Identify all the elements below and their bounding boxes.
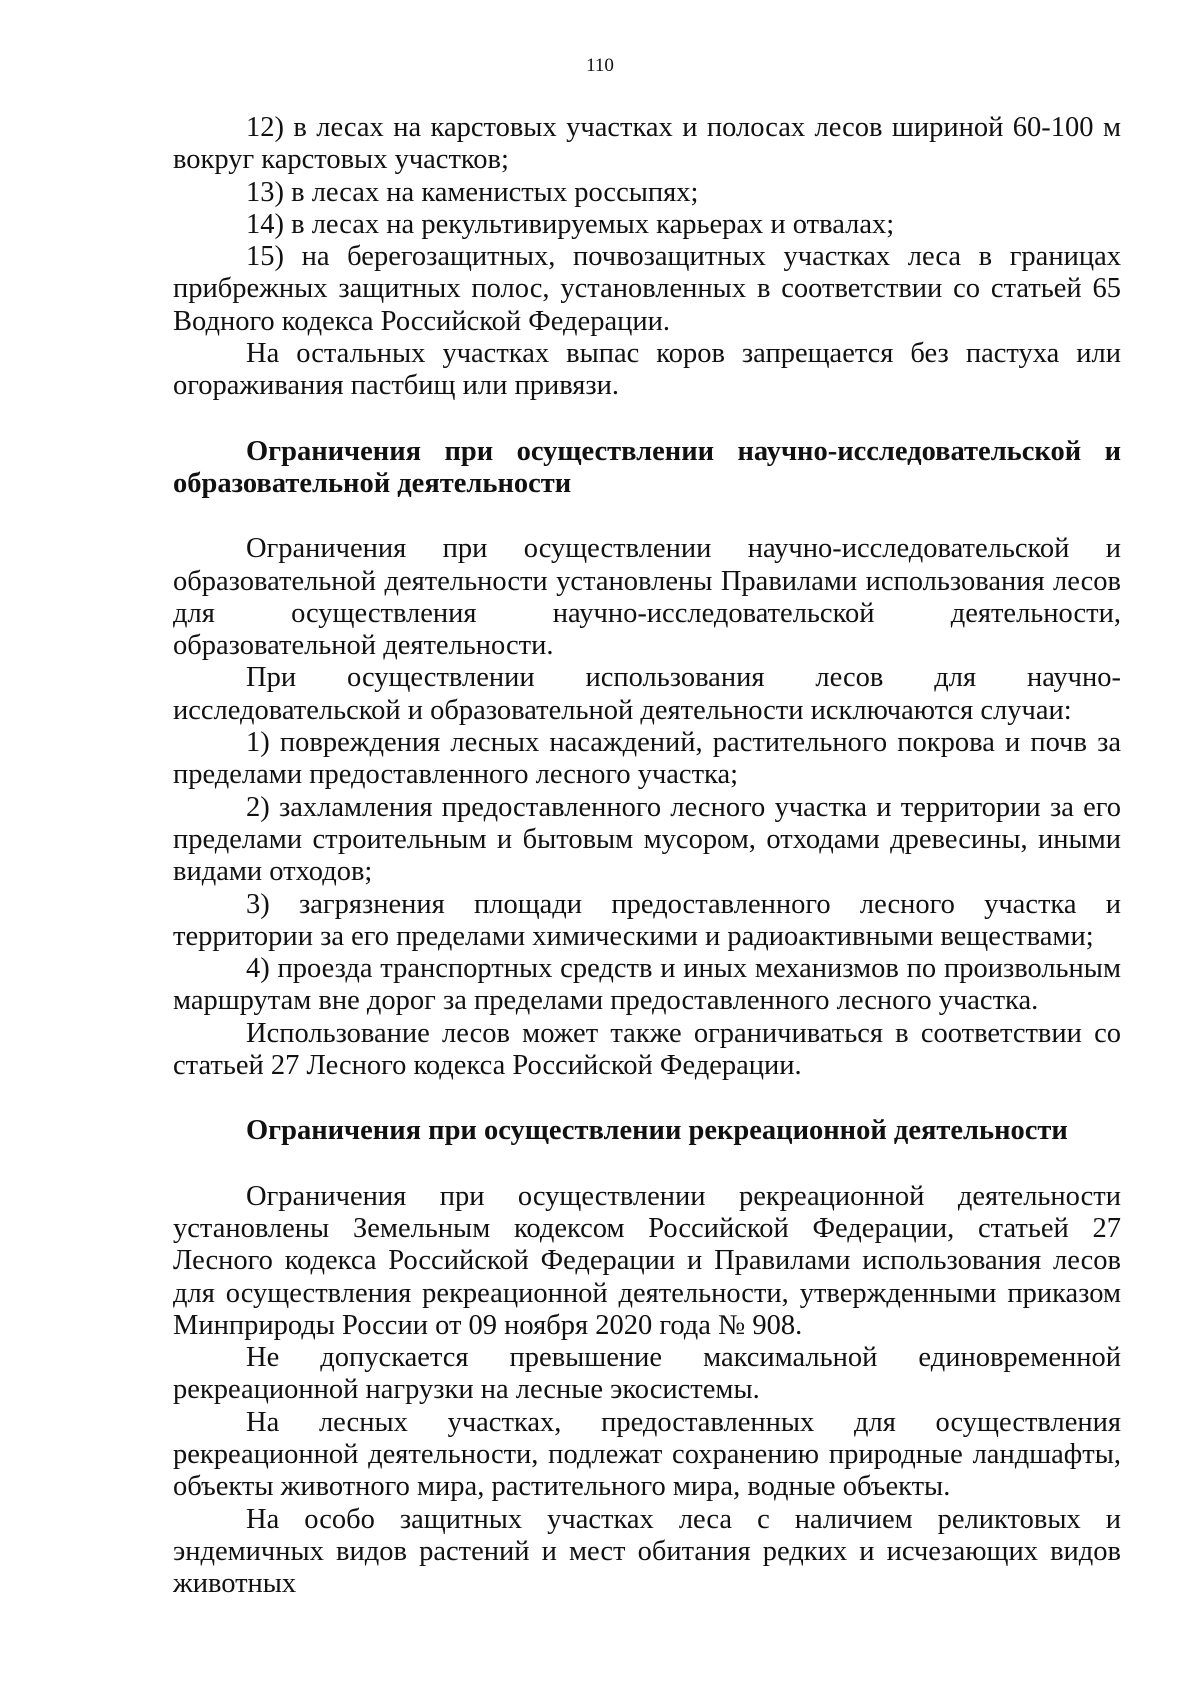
paragraph: На особо защитных участках леса с наличием реликтовых и эндемичных видов растений и мест обитания редких и исчезающих видов животных xyxy=(173,1503,1121,1600)
paragraph: 12) в лесах на карстовых участках и полосах лесов шириной 60-100 м вокруг карстовых участков; xyxy=(173,112,1121,176)
document-body xyxy=(173,112,1121,1600)
paragraph: 15) на берегозащитных, почвозащитных участках леса в границах прибрежных защитных полос, установленных в соответствии со статьей 65 Водного кодекса Российской Федерации. xyxy=(173,241,1121,337)
paragraph: 14) в лесах на рекультивируемых карьерах и отвалах; xyxy=(246,208,895,240)
paragraph: Использование лесов может также ограничиваться в соответствии со статьей 27 Лесного кодекса Российской Федерации. xyxy=(173,1017,1121,1082)
section-heading: Ограничения при осуществлении рекреационной деятельности xyxy=(246,1115,1068,1147)
paragraph: На остальных участках выпас коров запрещается без пастуха или огораживания пастбищ или привязи. xyxy=(173,338,1121,402)
paragraph: Ограничения при осуществлении научно-исследовательской и образовательной деятельности установлены Правилами использования лесов для осуществления научно-исследовательской деятельности, образовательной деятельности. xyxy=(173,533,1121,662)
page-number: 110 xyxy=(586,55,614,76)
list-item: 2) захламления предоставленного лесного участка и территории за его пределами строительным и бытовым мусором, отходами древесины, иными видами отходов; xyxy=(173,791,1121,888)
section-research xyxy=(173,436,1121,1083)
paragraph: 13) в лесах на каменистых россыпях; xyxy=(246,176,699,208)
list-item: 4) проезда транспортных средств и иных механизмов по произвольным маршрутам вне дорог за пределами предоставленного лесного участка. xyxy=(173,953,1121,1017)
section-heading: Ограничения при осуществлении научно-исследовательской и образовательной деятельности xyxy=(173,435,1121,499)
list-item: 1) повреждения лесных насаждений, растительного покрова и почв за пределами предоставленного лесного участка; xyxy=(173,727,1121,791)
paragraph: Не допускается превышение максимальной единовременной рекреационной нагрузки на лесные экосистемы. xyxy=(173,1342,1121,1406)
section-grazing xyxy=(173,112,1121,403)
paragraph: При осуществлении использования лесов для научно-исследовательской и образовательной деятельности исключаются случаи: xyxy=(173,662,1121,726)
paragraph: Ограничения при осуществлении рекреационной деятельности установлены Земельным кодексом Российской Федерации, статьей 27 Лесного кодекса Российской Федерации и Правилами использования лесов для осуществления рекреационной деятельности, утвержденными приказом Минприроды России от 09 ноября 2020 года № 908. xyxy=(173,1180,1121,1341)
list-item: 3) загрязнения площади предоставленного лесного участка и территории за его пределами химическими и радиоактивными веществами; xyxy=(173,888,1121,952)
section-recreation xyxy=(173,1115,1121,1600)
paragraph: На лесных участках, предоставленных для осуществления рекреационной деятельности, подлежат сохранению природные ландшафты, объекты животного мира, растительного мира, водные объекты. xyxy=(173,1406,1121,1503)
